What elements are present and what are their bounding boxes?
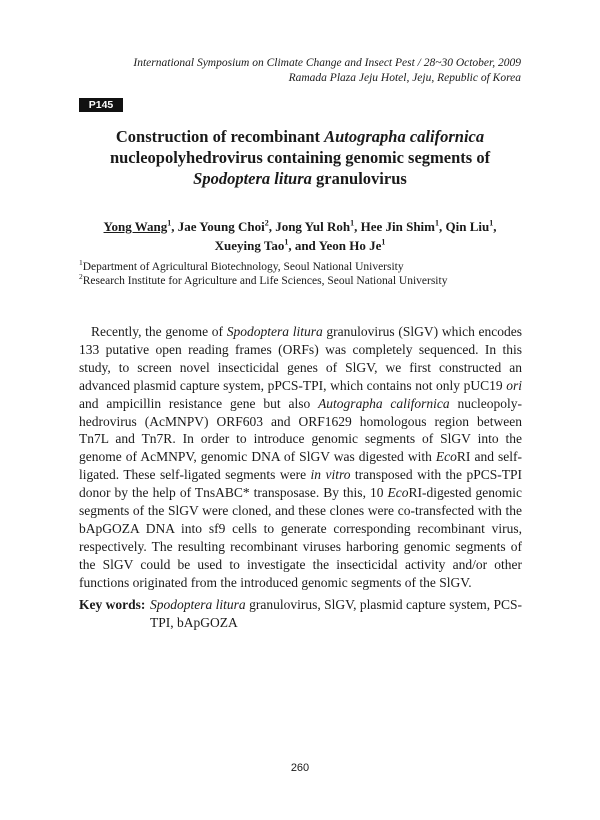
abstract [79,323,522,592]
author-line2: Xueying Tao$^1$, and Yeon Ho Je$^1$ [214,237,386,253]
author-name: Jae Young Choi [177,219,265,234]
author-affiliation-mark: 1 [435,218,439,228]
page-number: 260 [290,762,310,774]
poster-id-badge: P145 [79,98,123,112]
author-affiliation-mark: 1 [284,237,289,247]
affiliations [79,260,447,288]
author-name: Hee Jin Shim [360,219,435,234]
title-line2: nucleopolyhedrovirus containing genomic segments of [109,148,491,167]
affiliation-1: $^1$Department of Agricultural Biotechnology, Seoul National University [79,258,404,273]
conference-header-line2: Ramada Plaza Jeju Hotel, Jeju, Republic of Korea [288,72,521,84]
author-name: Xueying Tao [214,238,285,253]
paper-title [60,126,540,189]
author-affiliation-mark: 2 [264,218,269,228]
keywords-label: Key words: [79,597,146,612]
abstract-paragraph: Recently, the genome of Spodoptera litura granulovirus (SlGV) which encodes 133 putative open reading frames (ORFs) was completely sequenced. In this study, to screen novel insecticidal genes of SlGV, we first constructed an advanced plasmid capture system, pPCS-TPI, which contains not only pUC19 ori and ampicillin resistance gene but also Autographa californica nucleopoly-hedrovirus (AcMNPV) ORF603 and ORF1629 homologous region between Tn7L and Tn7R. In order to introduce genomic segments of SlGV into the genome of AcMNPV, genomic DNA of SlGV was digested with EcoRI and self-ligated. These self-ligated segments were in vitro transposed with the pPCS-TPI donor by the help of TnsABC* transposase. By this, 10 EcoRI-digested genomic segments of the SlGV were cloned, and these clones were co-transfected with the bApGOZA DNA into sf9 cells to generate corresponding recombinant virus, respectively. The resulting recombinant viruses harboring genomic segments of the SlGV could be used to investigate the insecticidal activity and/or other functions originated from the introduced genomic segments of the SlGV. [79,324,523,590]
affiliation-2: $^2$Research Institute for Agriculture and Life Sciences, Seoul National University [79,272,448,287]
author-line1: Yong Wang$^1$, Jae Young Choi$^2$, Jong Yul Roh$^1$, Hee Jin Shim$^1$, Qin Liu$^1$, [103,218,497,234]
author-list [60,217,540,255]
conference-header-line1: International Symposium on Climate Change and Insect Pest / 28~30 October, 2009 [133,57,521,69]
author-affiliation-mark: 1 [489,218,494,228]
author-name: Jong Yul Roh [275,219,351,234]
author-name: Yong Wang [103,219,168,234]
author-name: Qin Liu [445,219,490,234]
author-affiliation-mark: 1 [381,237,386,247]
title-line1: Construction of recombinant Autographa californica [115,127,485,146]
keywords-text: Spodoptera litura granulovirus, SlGV, plasmid capture system, PCS-TPI, bApGOZA [150,597,522,630]
author-affiliation-mark: 1 [350,218,355,228]
conference-header [41,56,521,86]
author-name: Yeon Ho Je [318,238,382,253]
author-affiliation-mark: 1 [167,218,172,228]
title-line3: Spodoptera litura granulovirus [193,169,407,188]
